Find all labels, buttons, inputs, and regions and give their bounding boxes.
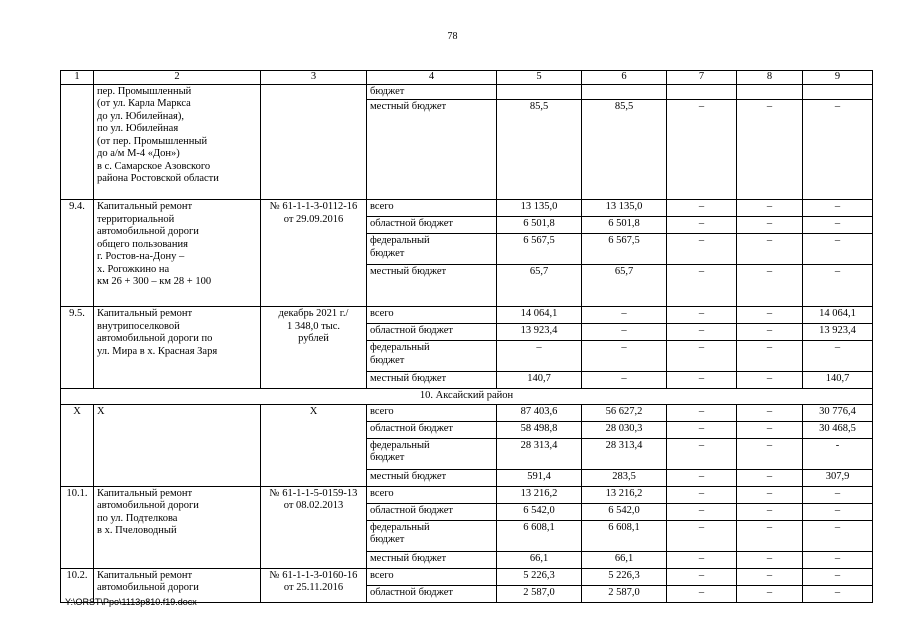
amount-cell: 30 468,5 — [803, 421, 873, 438]
amount-cell: 13 923,4 — [803, 324, 873, 341]
item-number: 10.2. — [61, 568, 94, 602]
amount-cell: – — [737, 234, 803, 265]
amount-cell: – — [737, 568, 803, 585]
amount-cell: 28 313,4 — [497, 438, 582, 469]
item-document — [261, 84, 367, 200]
amount-cell: – — [803, 486, 873, 503]
funding-source: всего — [367, 404, 497, 421]
funding-source: всего — [367, 568, 497, 585]
amount-cell: – — [737, 100, 803, 200]
amount-cell: – — [803, 551, 873, 568]
amount-cell: – — [667, 486, 737, 503]
item-number: 9.5. — [61, 307, 94, 389]
column-number-header: 3 — [261, 71, 367, 85]
amount-cell: – — [667, 372, 737, 389]
amount-cell: – — [737, 307, 803, 324]
amount-cell: – — [667, 469, 737, 486]
amount-cell: 6 501,8 — [582, 217, 667, 234]
amount-cell: – — [667, 585, 737, 602]
amount-cell: 2 587,0 — [497, 585, 582, 602]
funding-source: областной бюджет — [367, 324, 497, 341]
funding-source: федеральный бюджет — [367, 520, 497, 551]
item-number: 9.4. — [61, 200, 94, 307]
amount-cell: – — [737, 341, 803, 372]
amount-cell: 6 567,5 — [497, 234, 582, 265]
amount-cell: – — [582, 341, 667, 372]
amount-cell: 5 226,3 — [497, 568, 582, 585]
item-name: пер. Промышленный (от ул. Карла Маркса до ул. Юбилейная), по ул. Юбилейная (от пер. Промышленный до а/м М-4 «Дон») в с. Самарское Азовского района Ростовской области — [94, 84, 261, 200]
amount-cell: 5 226,3 — [582, 568, 667, 585]
section-title: 10. Аксайский район — [61, 389, 873, 405]
amount-cell: – — [667, 421, 737, 438]
funding-source: всего — [367, 307, 497, 324]
item-document: № 61-1-1-3-0160-16 от 25.11.2016 — [261, 568, 367, 602]
amount-cell: 2 587,0 — [582, 585, 667, 602]
amount-cell: 28 030,3 — [582, 421, 667, 438]
amount-cell: – — [667, 438, 737, 469]
amount-cell: – — [667, 341, 737, 372]
amount-cell: 14 064,1 — [497, 307, 582, 324]
funding-source: местный бюджет — [367, 265, 497, 307]
amount-cell: – — [803, 503, 873, 520]
amount-cell: – — [667, 551, 737, 568]
amount-cell: – — [667, 100, 737, 200]
amount-cell: – — [737, 404, 803, 421]
table-row — [61, 568, 873, 585]
column-number-header: 4 — [367, 71, 497, 85]
amount-cell — [803, 84, 873, 100]
amount-cell: 87 403,6 — [497, 404, 582, 421]
amount-cell: – — [667, 234, 737, 265]
funding-source: местный бюджет — [367, 372, 497, 389]
amount-cell: 283,5 — [582, 469, 667, 486]
amount-cell — [667, 84, 737, 100]
amount-cell: 66,1 — [497, 551, 582, 568]
amount-cell: – — [667, 520, 737, 551]
amount-cell: – — [737, 265, 803, 307]
amount-cell: 6 542,0 — [582, 503, 667, 520]
table-row — [61, 84, 873, 100]
amount-cell: 58 498,8 — [497, 421, 582, 438]
amount-cell: – — [803, 200, 873, 217]
funding-source: местный бюджет — [367, 469, 497, 486]
funding-source: всего — [367, 486, 497, 503]
amount-cell: 140,7 — [803, 372, 873, 389]
amount-cell: – — [582, 307, 667, 324]
amount-cell: 13 923,4 — [497, 324, 582, 341]
amount-cell: – — [667, 404, 737, 421]
amount-cell: – — [737, 503, 803, 520]
table-row — [61, 486, 873, 503]
section-row — [61, 389, 873, 405]
column-number-header: 7 — [667, 71, 737, 85]
amount-cell: - — [803, 438, 873, 469]
amount-cell: – — [803, 100, 873, 200]
amount-cell — [497, 84, 582, 100]
item-document: № 61-1-1-5-0159-13 от 08.02.2013 — [261, 486, 367, 568]
funding-source: федеральный бюджет — [367, 234, 497, 265]
item-name: Капитальный ремонт территориальной автомобильной дороги общего пользования г. Ростов-на-Дону – х. Рогожкино на км 26 + 300 – км 28 + 100 — [94, 200, 261, 307]
amount-cell: – — [667, 503, 737, 520]
amount-cell: – — [737, 469, 803, 486]
amount-cell: 13 216,2 — [582, 486, 667, 503]
item-number — [61, 84, 94, 200]
item-number: Х — [61, 404, 94, 486]
amount-cell: – — [737, 486, 803, 503]
funding-source: областной бюджет — [367, 585, 497, 602]
amount-cell: – — [667, 217, 737, 234]
funding-source: федеральный бюджет — [367, 438, 497, 469]
amount-cell: – — [803, 585, 873, 602]
table-row — [61, 307, 873, 324]
column-number-header: 9 — [803, 71, 873, 85]
column-number-header: 6 — [582, 71, 667, 85]
amount-cell: 6 608,1 — [582, 520, 667, 551]
amount-cell: – — [737, 217, 803, 234]
amount-cell: 30 776,4 — [803, 404, 873, 421]
column-number-header: 2 — [94, 71, 261, 85]
column-number-header: 1 — [61, 71, 94, 85]
amount-cell: – — [497, 341, 582, 372]
amount-cell: 85,5 — [497, 100, 582, 200]
amount-cell — [582, 84, 667, 100]
amount-cell: – — [737, 421, 803, 438]
item-name: Капитальный ремонт внутрипоселковой автомобильной дороги по ул. Мира в х. Красная Заря — [94, 307, 261, 389]
amount-cell: 13 135,0 — [582, 200, 667, 217]
page-number: 78 — [447, 31, 458, 42]
amount-cell: 66,1 — [582, 551, 667, 568]
funding-source: бюджет — [367, 84, 497, 100]
amount-cell: 13 135,0 — [497, 200, 582, 217]
amount-cell: – — [803, 217, 873, 234]
amount-cell: – — [737, 551, 803, 568]
amount-cell: – — [737, 520, 803, 551]
budget-table — [60, 70, 873, 603]
amount-cell: 6 608,1 — [497, 520, 582, 551]
funding-source: областной бюджет — [367, 503, 497, 520]
amount-cell: – — [667, 200, 737, 217]
amount-cell: 6 567,5 — [582, 234, 667, 265]
amount-cell: 591,4 — [497, 469, 582, 486]
amount-cell: – — [803, 341, 873, 372]
funding-source: федеральный бюджет — [367, 341, 497, 372]
table-row — [61, 200, 873, 217]
funding-source: всего — [367, 200, 497, 217]
amount-cell: – — [737, 372, 803, 389]
amount-cell: – — [803, 568, 873, 585]
amount-cell: 6 542,0 — [497, 503, 582, 520]
amount-cell: 28 313,4 — [582, 438, 667, 469]
item-document: декабрь 2021 г./ 1 348,0 тыс. рублей — [261, 307, 367, 389]
amount-cell: 6 501,8 — [497, 217, 582, 234]
amount-cell: – — [803, 234, 873, 265]
amount-cell: 13 216,2 — [497, 486, 582, 503]
file-path-footer: Y:\ORST\Ppo\1113p810.f19.docx — [65, 597, 197, 607]
amount-cell: – — [582, 372, 667, 389]
item-document: № 61-1-1-3-0112-16 от 29.09.2016 — [261, 200, 367, 307]
amount-cell: 14 064,1 — [803, 307, 873, 324]
amount-cell: – — [737, 324, 803, 341]
column-number-header: 5 — [497, 71, 582, 85]
amount-cell: 307,9 — [803, 469, 873, 486]
amount-cell: – — [667, 307, 737, 324]
amount-cell: 65,7 — [497, 265, 582, 307]
funding-source: местный бюджет — [367, 551, 497, 568]
item-name: Капитальный ремонт автомобильной дороги по ул. Подтелкова в х. Пчеловодный — [94, 486, 261, 568]
amount-cell — [737, 84, 803, 100]
column-number-header: 8 — [737, 71, 803, 85]
amount-cell: – — [803, 265, 873, 307]
item-name: Х — [94, 404, 261, 486]
amount-cell: 85,5 — [582, 100, 667, 200]
amount-cell: 65,7 — [582, 265, 667, 307]
header-row — [61, 71, 873, 85]
amount-cell: – — [667, 568, 737, 585]
item-document: Х — [261, 404, 367, 486]
amount-cell: – — [667, 265, 737, 307]
amount-cell: – — [737, 438, 803, 469]
item-number: 10.1. — [61, 486, 94, 568]
amount-cell: – — [737, 200, 803, 217]
amount-cell: – — [803, 520, 873, 551]
table-row — [61, 404, 873, 421]
amount-cell: – — [737, 585, 803, 602]
amount-cell: 56 627,2 — [582, 404, 667, 421]
funding-source: местный бюджет — [367, 100, 497, 200]
item-name: Капитальный ремонт автомобильной дороги — [94, 568, 261, 602]
amount-cell: – — [667, 324, 737, 341]
funding-source: областной бюджет — [367, 421, 497, 438]
funding-source: областной бюджет — [367, 217, 497, 234]
amount-cell: – — [582, 324, 667, 341]
amount-cell: 140,7 — [497, 372, 582, 389]
